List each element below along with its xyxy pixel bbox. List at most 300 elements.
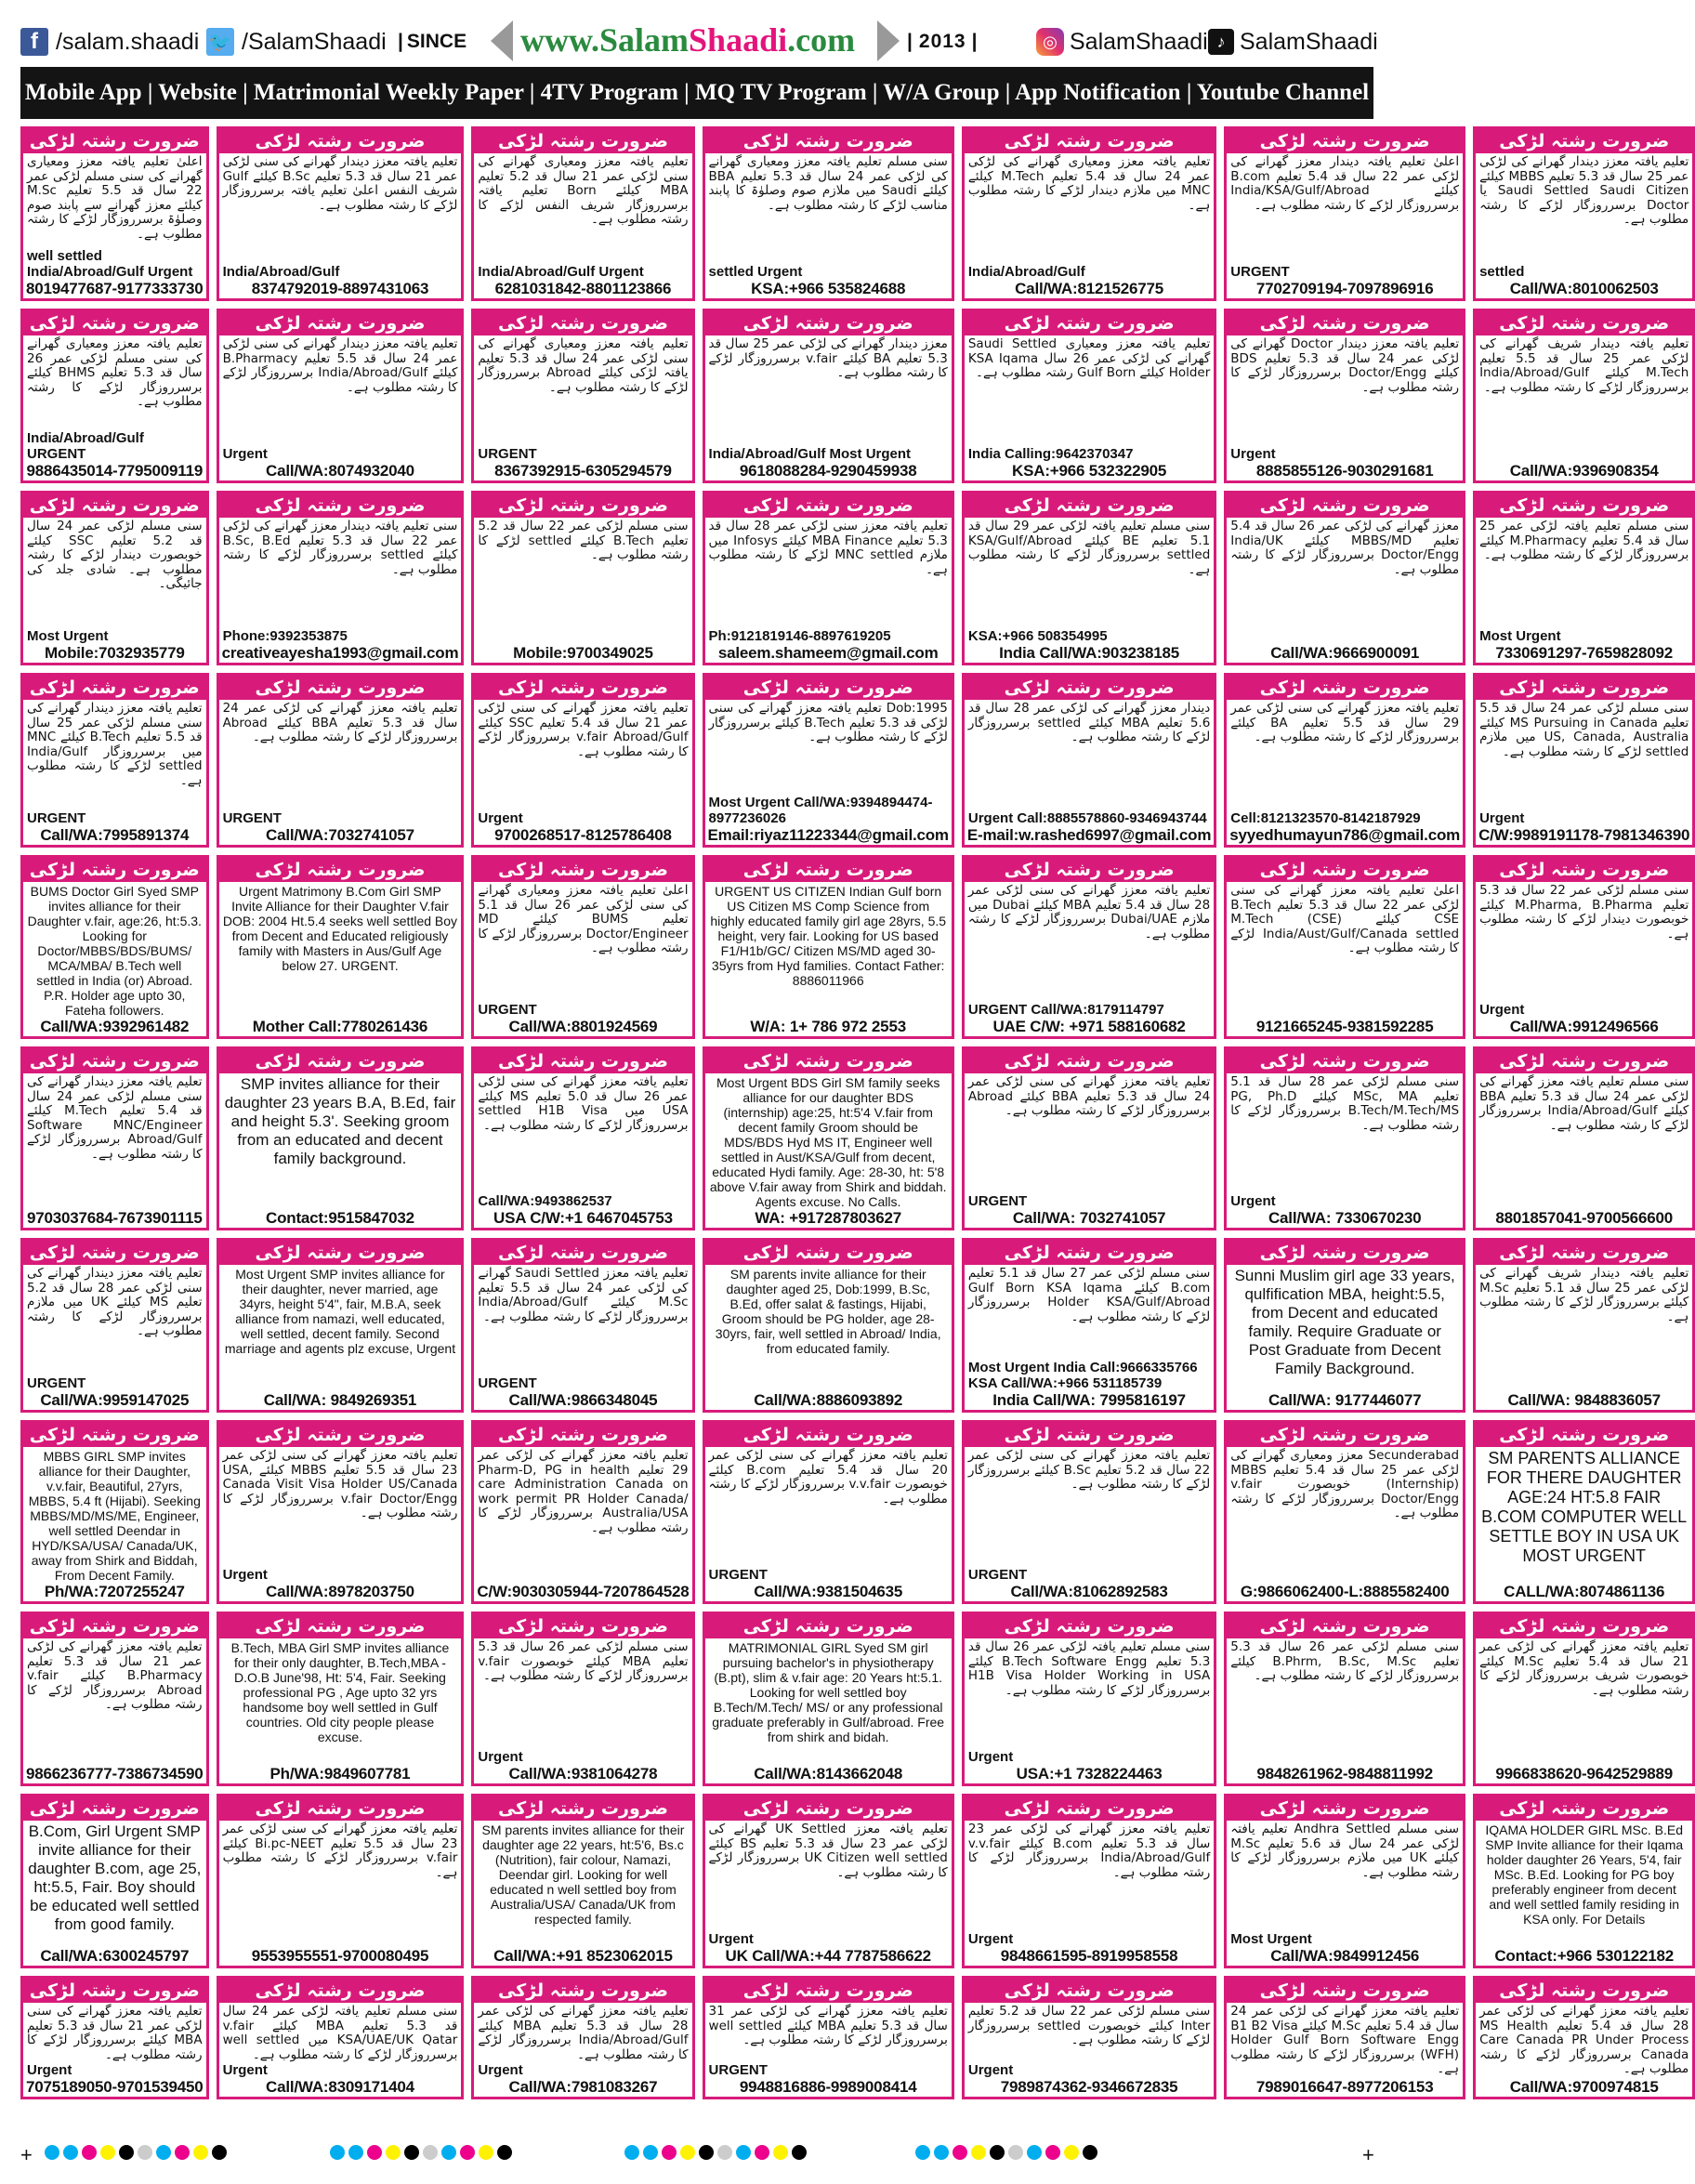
ad-contact[interactable]: Call/WA:8978203750	[266, 1583, 414, 1600]
ad-contact[interactable]: 7075189050-9701539450	[26, 2078, 204, 2096]
ad-text: معزز دیندار گھرانے کی لڑکی عمر 25 سال قد 5.3 تعلیم BA کیلئے v.fair برسرروزگار لڑکے کا رشتہ مطلوب ہے۔	[708, 336, 948, 380]
ad-contact[interactable]: UK Call/WA:+44 7787586622	[725, 1947, 931, 1965]
ad-contact[interactable]: India Call/WA:903238185	[999, 644, 1179, 662]
ad-heading: ضرورت رشتہ لڑکی	[474, 1796, 691, 1821]
ad-contact[interactable]: Call/WA: 9177446077	[1268, 1391, 1422, 1409]
ad-contact[interactable]: Call/WA:9381504635	[754, 1583, 903, 1600]
color-swatch	[915, 2145, 930, 2160]
ad-contact[interactable]: 8885855126-9030291681	[1255, 462, 1434, 480]
ad-contact[interactable]: C/W:9989191178-7981346390	[1478, 826, 1690, 844]
twitter-icon: 🐦	[206, 28, 234, 56]
ad-contact[interactable]: Call/WA: 7330670230	[1268, 1209, 1422, 1227]
ad-text: تعلیم یافتہ معزز گھرانے کی لڑکی عمر 23 سال قد 5.3 تعلیم B.com کیلئے v.v.fair India/Abroad/Gulf برسرروزگار لڑکے کا رشتہ مطلوب ہے۔	[967, 1822, 1211, 1880]
website-suffix: .com	[787, 21, 856, 59]
ad-text: Secunderabad معزز ومعیاری گھرانے کی لڑکی عمر 25 سال قد 5.4 تعلیم MBBS (Internship) خوبصورت v.fair Doctor/Engg برسرروزگار لڑکے کا رشتہ مطلوب ہے۔	[1230, 1448, 1460, 1520]
ad-card	[703, 1420, 954, 1604]
ad-heading: ضرورت رشتہ لڑکی	[1227, 1614, 1463, 1638]
ad-text: تعلیم یافتہ معزز گھرانے کی لڑکی عمر 31 سال قد 5.3 تعلیم MBA کیلئے well settled برسرروزگار لڑکے کا رشتہ مطلوب ہے۔	[708, 2004, 948, 2047]
ad-contact[interactable]: Call/WA:7995891374	[40, 826, 190, 844]
ad-heading: ضرورت رشتہ لڑکی	[705, 676, 952, 700]
ad-heading: ضرورت رشتہ لڑکی	[23, 1979, 206, 2003]
color-swatch	[348, 2145, 363, 2160]
ad-heading: ضرورت رشتہ لڑکی	[965, 1614, 1214, 1638]
ad-urgency-note: URGENT	[967, 1193, 1028, 1209]
color-swatch	[156, 2145, 171, 2160]
ad-heading: ضرورت رشتہ لڑکی	[705, 129, 952, 153]
ad-text: سنی مسلم لڑکی عمر 26 سال قد 5.3 تعلیم MBA کیلئے خوبصورت v.fair برسرروزگار لڑکے کا رشتہ مطلوب ہے۔	[478, 1639, 689, 1683]
ad-heading: ضرورت رشتہ لڑکی	[219, 1423, 462, 1447]
ad-text: Most Urgent BDS Girl SM family seeks alliance for our daughter BDS (internship) age:25, ht:5'4 V.fair from decent family Groom should be MDS/BDS Hyd MS IT, Engineer well settled in Aust/KSA/Gulf from decent, educated Hydi family. Age: 28-30, ht: 5'8 above V.fair away from Shirk and biddah. Agents excuse. No Calls.	[709, 1075, 947, 1209]
ad-contact[interactable]: 8019477687-9177333730	[26, 280, 204, 297]
ad-urgency-note: URGENT	[708, 1567, 768, 1583]
ad-heading: ضرورت رشتہ لڑکی	[474, 311, 691, 335]
ad-card	[20, 491, 209, 665]
ad-text: تعلیم یافتہ معزز دیندار گھرانے کی سنی مسلم لڑکی عمر 24 سال قد 5.4 تعلیم M.Tech کیلئے Software MNC/Engineer Abroad/Gulf برسرروزگار لڑکے کا رشتہ مطلوب ہے۔	[27, 1074, 203, 1162]
ad-text: تعلیم یافتہ معزز گھرانے کی لڑکی عمر 21 سال قد 5.4 تعلیم M.Sc کیلئے خوبصورت شریف برسرروزگار لڑکے کا رشتہ مطلوب ہے۔	[1479, 1639, 1689, 1698]
ad-contact[interactable]: 9121665245-9381592285	[1255, 1018, 1434, 1035]
ad-urgency-note: URGENT	[708, 2062, 768, 2078]
ad-card	[471, 855, 694, 1039]
ad-text: تعلیم یافتہ معزز دیندار گھرانے کی سنی لڑکی عمر 28 سال قد 5.2 تعلیم MS کیلئے UK میں ملازم برسرروزگار لڑکے کا رشتہ مطلوب ہے۔	[27, 1266, 203, 1338]
color-swatch	[662, 2145, 677, 2160]
ad-card	[20, 309, 209, 483]
color-swatch	[699, 2145, 714, 2160]
ad-urgency-note: India/Abroad/Gulf	[222, 264, 340, 280]
top-bar	[0, 0, 1394, 72]
ad-text: تعلیم یافتہ معزز دیندار Doctor گھرانے کی لڑکی عمر 24 سال قد 5.3 تعلیم BDS کیلئے Doctor/Engg برسرروزگار لڑکے کا رشتہ مطلوب ہے۔	[1230, 336, 1460, 395]
ad-heading: ضرورت رشتہ لڑکی	[474, 1241, 691, 1265]
ad-urgency-note: Urgent	[478, 810, 523, 826]
ad-urgency-note: Ph:9121819146-8897619205	[708, 628, 891, 644]
ad-contact[interactable]: 6281031842-8801123866	[494, 280, 672, 297]
ad-heading: ضرورت رشتہ لڑکی	[1476, 311, 1692, 335]
ad-urgency-note: Urgent	[222, 2062, 268, 2078]
color-swatch	[773, 2145, 788, 2160]
ad-contact[interactable]: Call/WA:9849912456	[1270, 1947, 1420, 1965]
ad-heading: ضرورت رشتہ لڑکی	[965, 1049, 1214, 1073]
tiktok-handle: SalamShaadi	[1240, 28, 1378, 55]
ad-text: تعلیم یافتہ معزز ومعیاری گھرانے کی سنی مسلم لڑکی عمر 26 سال قد 5.3 تعلیم BHMS کیلئے برسرروزگار لڑکے کا رشتہ مطلوب ہے۔	[27, 336, 203, 409]
ad-card	[703, 126, 954, 301]
ad-card	[217, 1420, 465, 1604]
ad-card	[217, 491, 465, 665]
ad-contact[interactable]: 9700268517-8125786408	[494, 826, 672, 844]
ad-contact[interactable]: Call/WA:8801924569	[508, 1018, 658, 1035]
color-swatch	[934, 2145, 949, 2160]
color-swatch	[717, 2145, 732, 2160]
ad-urgency-note: Most Urgent	[1230, 1931, 1312, 1947]
ad-text: تعلیم یافتہ معزز ومعیاری گھرانے کی سنی لڑکی عمر 24 سال قد 5.3 تعلیم یافتہ لڑکی کیلئے Abroad برسرروزگار لڑکے کا رشتہ مطلوب ہے۔	[478, 336, 689, 395]
ad-card	[1473, 1976, 1695, 2099]
website-brand: Shaadi	[689, 21, 788, 59]
ad-card	[471, 309, 694, 483]
ad-text: اعلیٰ تعلیم یافتہ معزز گھرانے کی سنی لڑکی عمر 22 سال قد 5.3 تعلیم B.Tech CSE کیلئے M.Tech (CSE) India/Aust/Gulf/Canada settled لڑکے کا رشتہ مطلوب ہے۔	[1230, 883, 1460, 955]
ad-contact[interactable]: KSA:+966 535824688	[751, 280, 906, 297]
ad-text: اعلیٰ تعلیم یافتہ معزز ومعیاری گھرانے کی سنی مسلم لڑکی عمر 22 سال قد 5.5 تعلیم M.Sc کیلئے معزز گھرانے سے پابند صوم وصلوٰۃ برسرروزگار لڑکے کا رشتہ مطلوب ہے۔	[27, 154, 203, 242]
ad-text: Urgent Matrimony B.Com Girl SMP Invite Alliance for their Daughter V.fair DOB: 2004 Ht.5.4 seeks well settled Boy from Decent and Educated religiously family with Masters in Aus/Gulf Age below 27. URGENT.	[222, 884, 458, 973]
ad-text: تعلیم یافتہ معزز Saudi Settled گھرانے کی لڑکی عمر 24 سال قد 5.5 تعلیم M.Sc کیلئے India/Abroad/Gulf برسرروزگار لڑکے کا رشتہ مطلوب ہے۔	[478, 1266, 689, 1324]
ad-heading: ضرورت رشتہ لڑکی	[23, 1614, 206, 1638]
ad-urgency-note: Urgent	[27, 2062, 72, 2078]
ad-heading: ضرورت رشتہ لڑکی	[23, 1796, 206, 1821]
ad-contact[interactable]: Call/WA:9866348045	[508, 1391, 658, 1409]
ad-contact[interactable]: KSA:+966 532322905	[1012, 462, 1167, 480]
ad-heading: ضرورت رشتہ لڑکی	[474, 493, 691, 518]
ad-text: MBBS GIRL SMP invites alliance for their Daughter, v.v.fair, Beautiful, 27yrs, MBBS, 5.4 ft (Hijabi). Seeking MBBS/MD/MS/ME, Engineer, well settled Deendar in HYD/KSA/USA/ Canada/UK, away from Shirk and Biddah, From Decent Family.	[28, 1449, 201, 1583]
ad-heading: ضرورت رشتہ لڑکی	[23, 1423, 206, 1447]
ad-heading: ضرورت رشتہ لڑکی	[965, 1979, 1214, 2003]
ad-contact[interactable]: 8374792019-8897431063	[251, 280, 429, 297]
registration-mark-right: +	[1362, 2143, 1374, 2166]
ad-urgency-note: URGENT	[27, 1375, 86, 1391]
ad-text: سنی مسلم لڑکی عمر 22 سال قد 5.2 تعلیم B.Tech کیلئے settled لڑکے کا رشتہ مطلوب ہے۔	[478, 519, 689, 562]
color-swatch	[441, 2145, 456, 2160]
ad-contact[interactable]: 9848661595-8919958558	[1000, 1947, 1178, 1965]
ad-contact[interactable]: W/A: 1+ 786 972 2553	[750, 1018, 906, 1035]
ad-card	[471, 673, 694, 848]
left-arrow-icon	[491, 20, 513, 61]
ad-card	[1224, 855, 1465, 1039]
ad-urgency-note: Most Urgent	[27, 628, 109, 644]
ad-heading: ضرورت رشتہ لڑکی	[965, 1796, 1214, 1821]
ad-card	[471, 126, 694, 301]
ad-text: تعلیم یافتہ معزز دیندار گھرانے کی سنی مسلم لڑکی عمر 25 سال قد 5.5 تعلیم B.Tech کیلئے MNC میں برسرروزگار India/Gulf settled لڑکے کا رشتہ مطلوب ہے۔	[27, 701, 203, 788]
ad-card	[962, 1046, 1216, 1230]
ad-text: سنی مسلم Andhra Settled تعلیم یافتہ لڑکی عمر 24 سال قد 5.6 تعلیم M.Sc کیلئے UK میں ملازم برسرروزگار لڑکے کا رشتہ مطلوب ہے۔	[1230, 1822, 1460, 1880]
tiktok-link[interactable]	[1208, 24, 1378, 59]
ad-contact[interactable]: Call/WA: 7032741057	[1012, 1209, 1166, 1227]
ad-contact[interactable]: 9948816886-9989008414	[739, 2078, 917, 2096]
right-arrow-icon	[877, 20, 900, 61]
ad-card	[471, 1612, 694, 1786]
ad-contact[interactable]: 9703037684-7673901115	[26, 1209, 203, 1227]
ad-contact[interactable]: E-mail:w.rashed6997@gmail.com	[966, 826, 1212, 844]
ad-contact[interactable]: Call/WA:8143662048	[754, 1765, 903, 1783]
ad-card	[217, 1976, 465, 2099]
ad-urgency-note: India/Abroad/Gulf	[967, 264, 1085, 280]
ad-contact[interactable]: USA C/W:+1 6467045753	[493, 1209, 673, 1227]
ad-card	[962, 855, 1216, 1039]
ad-card	[703, 1794, 954, 1968]
ad-contact[interactable]: Call/WA: 9848836057	[1507, 1391, 1661, 1409]
color-swatch	[624, 2145, 639, 2160]
since-year: 2013	[918, 31, 966, 52]
ad-text: Dob:1995 تعلیم یافتہ معزز گھرانے کی سنی لڑکی قد 5.3 تعلیم B.Tech کیلئے برسرروزگار لڑکے کا رشتہ مطلوب ہے۔	[708, 701, 948, 744]
ad-heading: ضرورت رشتہ لڑکی	[219, 1979, 462, 2003]
ad-heading: ضرورت رشتہ لڑکی	[474, 676, 691, 700]
ad-urgency-note: Urgent	[478, 1749, 523, 1765]
ad-card	[703, 855, 954, 1039]
ad-contact[interactable]: 7989874362-9346672835	[1000, 2078, 1178, 2096]
ad-contact[interactable]: 9848261962-9848811992	[1256, 1765, 1433, 1783]
ad-text: تعلیم یافتہ معزز گھرانے کی سنی لڑکی عمر 20 سال قد 5.4 تعلیم B.com کیلئے خوبصورت v.v.fair برسرروزگار لڑکے کا رشتہ مطلوب ہے۔	[708, 1448, 948, 1506]
ad-contact[interactable]: USA:+1 7328224463	[1016, 1765, 1163, 1783]
color-swatches-2	[330, 2145, 512, 2160]
ad-contact[interactable]: Call/WA:+91 8523062015	[493, 1947, 673, 1965]
ad-contact[interactable]: Call/WA:9666900091	[1270, 644, 1420, 662]
ad-contact[interactable]: WA: +917287803627	[755, 1209, 902, 1227]
ad-contact[interactable]: G:9866062400-L:8885582400	[1240, 1583, 1450, 1600]
ad-urgency-note: Urgent	[967, 1749, 1014, 1765]
ad-contact[interactable]: C/W:9030305944-7207864528	[477, 1583, 690, 1600]
ad-text: تعلیم یافتہ معزز گھرانے کی سنی لڑکی عمر 21 سال قد 5.3 تعلیم MBA کیلئے برسرروزگار لڑکے کا رشتہ مطلوب ہے۔	[27, 2004, 203, 2062]
facebook-icon: f	[20, 28, 48, 56]
ad-heading: ضرورت رشتہ لڑکی	[474, 858, 691, 882]
ad-contact[interactable]: Call/WA:6300245797	[40, 1947, 190, 1965]
ad-heading: ضرورت رشتہ لڑکی	[705, 1614, 952, 1638]
ad-contact[interactable]: Mother Call:7780261436	[252, 1018, 428, 1035]
ad-heading: ضرورت رشتہ لڑکی	[965, 493, 1214, 518]
ad-text: سنی تعلیم یافتہ دیندار معزز گھرانے کی لڑکی عمر 22 سال قد 5.3 تعلیم B.Sc, B.Ed کیلئے settled برسرروزگار لڑکے کا رشتہ مطلوب ہے۔	[222, 519, 458, 577]
ad-text: سنی مسلم تعلیم یافتہ لڑکی عمر 29 سال قد 5.1 تعلیم BE کیلئے KSA/Gulf/Abroad settled برسرروزگار لڑکے کا رشتہ مطلوب ہے۔	[967, 519, 1211, 577]
ad-contact[interactable]: Mobile:9700349025	[513, 644, 653, 662]
ad-contact[interactable]: Call/WA:9381064278	[508, 1765, 658, 1783]
ad-heading: ضرورت رشتہ لڑکی	[23, 129, 206, 153]
ad-card	[1473, 309, 1695, 483]
ad-card	[1473, 855, 1695, 1039]
ad-contact[interactable]: 9886435014-7795009119	[26, 462, 204, 480]
ad-urgency-note: Urgent	[967, 2062, 1014, 2078]
ad-card	[703, 491, 954, 665]
ad-contact[interactable]: CALL/WA:8074861136	[1504, 1583, 1665, 1600]
ad-heading: ضرورت رشتہ لڑکی	[705, 1979, 952, 2003]
ad-urgency-note: Urgent Call:8885578860-9346943744	[967, 810, 1207, 826]
ad-card	[217, 1046, 465, 1230]
ad-card	[471, 1420, 694, 1604]
ad-text: دیندار معزز گھرانے کی لڑکی عمر 28 سال قد 5.6 تعلیم MBA کیلئے settled برسرروزگار لڑکے کا رشتہ مطلوب ہے۔	[967, 701, 1211, 744]
ad-contact[interactable]: 7989016647-8977206153	[1255, 2078, 1434, 2096]
ad-text: سنی مسلم لڑکی عمر 27 سال قد 5.1 تعلیم B.com کیلئے Gulf Born KSA Iqama Holder KSA/Gulf/Abroad برسرروزگار لڑکے کا رشتہ مطلوب ہے۔	[967, 1266, 1211, 1324]
since-label: SINCE	[406, 31, 467, 52]
ad-contact[interactable]: Call/WA:9912496566	[1509, 1018, 1659, 1035]
ad-text: تعلیم یافتہ معزز گھرانے کی لڑکی عمر 28 سال قد 5.3 تعلیم MBA کیلئے India/Abroad/Gulf برسرروزگار لڑکے کا رشتہ مطلوب ہے۔	[478, 2004, 689, 2062]
ad-urgency-note: URGENT	[27, 810, 86, 826]
ad-contact[interactable]: Call/WA:9396908354	[1509, 462, 1659, 480]
ad-heading: ضرورت رشتہ لڑکی	[705, 1241, 952, 1265]
color-swatch	[1064, 2145, 1079, 2160]
ad-contact[interactable]: Call/WA:81062892583	[1010, 1583, 1168, 1600]
ad-text: تعلیم یافتہ معزز ومعیاری گھرانے کی لڑکی عمر 24 سال قد 5.4 تعلیم M.Tech کیلئے MNC میں ملازم دیندار لڑکے کا رشتہ مطلوب ہے۔	[967, 154, 1211, 213]
ad-card	[703, 1612, 954, 1786]
ad-urgency-note: URGENT	[478, 1375, 537, 1391]
ad-text: تعلیم یافتہ دیندار شریف گھرانے کی لڑکی عمر 25 سال قد 5.5 تعلیم M.Tech کیلئے India/Abroad/Gulf برسرروزگار لڑکے کا رشتہ مطلوب ہے۔	[1479, 336, 1689, 395]
color-swatch	[100, 2145, 115, 2160]
ad-contact[interactable]: 9553955551-9700080495	[251, 1947, 429, 1965]
ad-heading: ضرورت رشتہ لڑکی	[1227, 1241, 1463, 1265]
ad-contact[interactable]: 7702709194-7097896916	[1255, 280, 1434, 297]
ad-card	[962, 1976, 1216, 2099]
color-swatches-4	[915, 2145, 1097, 2160]
ad-urgency-note: URGENT	[1230, 264, 1290, 280]
ad-heading: ضرورت رشتہ لڑکی	[219, 1614, 462, 1638]
ad-contact[interactable]: syyedhumayun786@gmail.com	[1229, 826, 1461, 844]
ad-card	[962, 126, 1216, 301]
ad-heading: ضرورت رشتہ لڑکی	[1227, 1796, 1463, 1821]
ad-card	[962, 1612, 1216, 1786]
ad-contact[interactable]: creativeayesha1993@gmail.com	[221, 644, 459, 662]
color-swatch	[971, 2145, 986, 2160]
ad-contact[interactable]: 7330691297-7659828092	[1495, 644, 1673, 662]
ad-card	[20, 1976, 209, 2099]
ad-contact[interactable]: 9966838620-9642529889	[1495, 1765, 1673, 1783]
ad-heading: ضرورت رشتہ لڑکی	[23, 676, 206, 700]
ad-text: سنی مسلم تعلیم یافتہ لڑکی عمر 26 سال قد 5.3 تعلیم B.Tech Software Engg کیلئے H1B Visa Holder Working in USA برسرروزگار لڑکے کا رشتہ مطلوب ہے۔	[967, 1639, 1211, 1698]
ad-card	[217, 1238, 465, 1413]
ad-text: سنی مسلم لڑکی عمر 22 سال قد 5.2 تعلیم Inter کیلئے خوبصورت settled برسرروزگار لڑکے کا رشتہ مطلوب ہے۔	[967, 2004, 1211, 2047]
ad-text: تعلیم یافتہ معزز گھرانے کی لڑکی عمر 24 سال قد 5.4 تعلیم M.Sc کیلئے B1 B2 Visa Holder Gulf Born Software Engg (WFH) برسرروزگار لڑکے کا رشتہ مطلوب ہے۔	[1230, 2004, 1460, 2076]
ad-heading: ضرورت رشتہ لڑکی	[219, 676, 462, 700]
color-swatch	[1008, 2145, 1023, 2160]
ad-text: SMP invites alliance for their daughter 23 years B.A, B.Ed, fair and height 5.3'. Seeking groom from an educated and decent family background.	[224, 1075, 456, 1167]
ad-card	[1473, 126, 1695, 301]
ad-urgency-note: India Calling:9642370347	[967, 446, 1134, 462]
ad-urgency-note: Cell:8121323570-8142187929	[1230, 810, 1421, 826]
ad-contact[interactable]: UAE C/W: +971 588160682	[992, 1018, 1186, 1035]
ad-heading: ضرورت رشتہ لڑکی	[1227, 1979, 1463, 2003]
ad-heading: ضرورت رشتہ لڑکی	[219, 1241, 462, 1265]
instagram-link[interactable]	[1036, 24, 1208, 59]
ad-card	[703, 309, 954, 483]
ad-urgency-note: Urgent	[1479, 1002, 1525, 1018]
since-label-wrap: | SINCE	[398, 31, 467, 52]
ad-heading: ضرورت رشتہ لڑکی	[1476, 1796, 1692, 1821]
ad-contact[interactable]: Call/WA:8309171404	[266, 2078, 414, 2096]
ad-heading: ضرورت رشتہ لڑکی	[705, 858, 952, 882]
ad-card	[1224, 126, 1465, 301]
ad-heading: ضرورت رشتہ لڑکی	[1227, 129, 1463, 153]
ad-card	[1224, 1976, 1465, 2099]
ad-contact[interactable]: saleem.shameem@gmail.com	[717, 644, 939, 662]
ad-contact[interactable]: Call/WA:9700974815	[1509, 2078, 1659, 2096]
ad-card	[20, 1046, 209, 1230]
ad-card	[217, 673, 465, 848]
ad-heading: ضرورت رشتہ لڑکی	[1476, 858, 1692, 882]
facebook-handle: /salam.shaadi	[56, 28, 200, 55]
ad-contact[interactable]: Email:riyaz11223344@gmail.com	[707, 826, 949, 844]
ad-card	[20, 1238, 209, 1413]
tiktok-icon: ♪	[1208, 29, 1234, 55]
ad-card	[1224, 1420, 1465, 1604]
color-swatch	[497, 2145, 512, 2160]
color-swatch	[479, 2145, 493, 2160]
color-swatch	[82, 2145, 97, 2160]
ad-text: تعلیم یافتہ معزز دیندار گھرانے کی سنی لڑکی عمر 24 سال قد 5.5 تعلیم B.Pharmacy کیلئے India/Abroad/Gulf برسرروزگار لڑکے کا رشتہ مطلوب ہے۔	[222, 336, 458, 395]
ad-card	[1224, 491, 1465, 665]
ad-urgency-note: settled	[1479, 264, 1525, 280]
ad-contact[interactable]: Call/WA:8074932040	[266, 462, 414, 480]
ad-contact[interactable]: Contact:9515847032	[266, 1209, 414, 1227]
ad-card	[1473, 491, 1695, 665]
ad-contact[interactable]: India Call/WA: 7995816197	[992, 1391, 1186, 1409]
color-swatch	[193, 2145, 208, 2160]
color-swatch	[460, 2145, 475, 2160]
ad-card	[471, 1976, 694, 2099]
ad-contact[interactable]: Ph/WA:9849607781	[269, 1765, 411, 1783]
ad-card	[962, 1794, 1216, 1968]
ad-heading: ضرورت رشتہ لڑکی	[474, 129, 691, 153]
ad-card	[1473, 673, 1695, 848]
ad-heading: ضرورت رشتہ لڑکی	[1476, 676, 1692, 700]
ad-heading: ضرورت رشتہ لڑکی	[474, 1979, 691, 2003]
ad-heading: ضرورت رشتہ لڑکی	[474, 1049, 691, 1073]
ad-contact[interactable]: Contact:+966 530122182	[1494, 1947, 1675, 1965]
services-menu-bar	[20, 67, 1373, 119]
ad-card	[962, 673, 1216, 848]
ad-text: تعلیم یافتہ دیندار شریف گھرانے کی لڑکی عمر 25 سال قد 5.1 تعلیم M.Sc کیلئے برسرروزگار لڑکے کا رشتہ مطلوب ہے۔	[1479, 1266, 1689, 1324]
ad-card	[471, 1794, 694, 1968]
ad-contact[interactable]: Call/WA:7981083267	[508, 2078, 658, 2096]
ad-urgency-note: URGENT	[222, 810, 282, 826]
ad-card	[1473, 1238, 1695, 1413]
ad-urgency-note: URGENT	[478, 446, 537, 462]
ad-heading: ضرورت رشتہ لڑکی	[23, 1049, 206, 1073]
ad-card	[217, 309, 465, 483]
ad-contact[interactable]: Call/WA:8121526775	[1015, 280, 1164, 297]
color-swatch	[990, 2145, 1005, 2160]
ad-card	[1473, 1420, 1695, 1604]
website-link[interactable]	[520, 20, 855, 59]
ad-card	[217, 1794, 465, 1968]
ad-urgency-note: Urgent	[1479, 810, 1525, 826]
ad-heading: ضرورت رشتہ لڑکی	[705, 493, 952, 518]
ad-heading: ضرورت رشتہ لڑکی	[705, 1423, 952, 1447]
ad-urgency-note: KSA:+966 508354995	[967, 628, 1108, 644]
ad-contact[interactable]: 8367392915-6305294579	[494, 462, 672, 480]
color-swatch	[45, 2145, 59, 2160]
ad-card	[1224, 1612, 1465, 1786]
facebook-link[interactable]	[20, 24, 199, 59]
ad-card	[962, 1238, 1216, 1413]
ad-contact[interactable]: 8801857041-9700566600	[1495, 1209, 1673, 1227]
ad-text: تعلیم یافتہ معزز گھرانے کی سنی لڑکی عمر 26 سال قد 5.0 تعلیم MS کیلئے USA میں settled H1B Visa برسرروزگار لڑکے کا رشتہ مطلوب ہے۔	[478, 1074, 689, 1133]
ad-text: تعلیم یافتہ معزز گھرانے کی لڑکی عمر 29 تعلیم Pharm-D, PG in health care Administration Canada on work permit PR Holder Canada/ Australia/USA برسرروزگار لڑکے کا رشتہ مطلوب ہے۔	[478, 1448, 689, 1535]
ad-contact[interactable]: 9618088284-9290459938	[739, 462, 917, 480]
ad-text: تعلیم یافتہ معزز دیندار گھرانے کی سنی لڑکی عمر 21 سال قد 5.3 تعلیم B.Sc کیلئے Gulf شریف النفس اعلیٰ تعلیم یافتہ برسرروزگار لڑکے کا رشتہ مطلوب ہے۔	[222, 154, 458, 213]
ad-heading: ضرورت رشتہ لڑکی	[965, 1423, 1214, 1447]
ad-contact[interactable]: 9866236777-7386734590	[26, 1765, 204, 1783]
ad-text: سنی مسلم لڑکی عمر 24 سال قد 5.5 تعلیم MS Pursuing in Canada کیلئے US, Canada, Australia میں ملازم settled لڑکے کا رشتہ مطلوب ہے۔	[1479, 701, 1689, 759]
ad-contact[interactable]: Call/WA:9959147025	[40, 1391, 190, 1409]
ad-heading: ضرورت رشتہ لڑکی	[1227, 493, 1463, 518]
ad-urgency-note: Urgent	[967, 1931, 1014, 1947]
ad-card	[217, 126, 465, 301]
ad-text: SM parents invite alliance for their daughter aged 25, Dob:1999, B.Sc, B.Ed, offer salat & fastings, Hijabi, Groom should be PG holder, age 28-30yrs, fair, well settled in Abroad/ India, from educated family.	[715, 1267, 941, 1356]
ad-card	[962, 1420, 1216, 1604]
classified-ads-grid	[20, 126, 1690, 2099]
ad-urgency-note: Phone:9392353875	[222, 628, 348, 644]
ad-contact[interactable]: Call/WA: 9849269351	[263, 1391, 417, 1409]
twitter-link[interactable]	[206, 24, 387, 59]
color-swatch	[755, 2145, 769, 2160]
ad-urgency-note: Urgent	[222, 1567, 268, 1583]
ad-contact[interactable]: Ph/WA:7207255247	[44, 1583, 185, 1600]
ad-card	[471, 1046, 694, 1230]
ad-heading: ضرورت رشتہ لڑکی	[23, 493, 206, 518]
ad-contact[interactable]: Call/WA:8010062503	[1509, 280, 1659, 297]
ad-contact[interactable]: Call/WA:9392961482	[40, 1018, 190, 1035]
ad-contact[interactable]: Call/WA:8886093892	[754, 1391, 903, 1409]
ad-text: تعلیم یافتہ معزز ومعیاری Saudi Settled گھرانے کی لڑکی عمر 26 سال KSA Iqama Holder کیلئے Gulf Born رشتہ مطلوب ہے۔	[967, 336, 1211, 380]
instagram-icon: ◎	[1036, 28, 1064, 56]
ad-contact[interactable]: Call/WA:7032741057	[266, 826, 414, 844]
color-swatch	[138, 2145, 152, 2160]
ad-heading: ضرورت رشتہ لڑکی	[1227, 1423, 1463, 1447]
ad-text: تعلیم یافتہ معزز گھرانے کی سنی لڑکی عمر 24 سال قد 5.3 تعلیم BBA کیلئے Abroad برسرروزگار لڑکے کا رشتہ مطلوب ہے۔	[967, 1074, 1211, 1118]
ad-text: سنی مسلم تعلیم یافتہ معزز گھرانے کی لڑکی عمر 24 سال قد 5.3 تعلیم BBA کیلئے India/Abroad/Gulf برسرروزگار لڑکے کا رشتہ مطلوب ہے۔	[1479, 1074, 1689, 1133]
ad-contact[interactable]: Mobile:7032935779	[44, 644, 185, 662]
ad-text: اعلیٰ تعلیم یافتہ معزز ومعیاری گھرانے کی سنی لڑکی عمر 26 سال قد 5.1 تعلیم BUMS کیلئے MD Doctor/Engineer برسرروزگار لڑکے کا رشتہ مطلوب ہے۔	[478, 883, 689, 955]
ad-urgency-note: well settled India/Abroad/Gulf Urgent	[27, 248, 193, 280]
